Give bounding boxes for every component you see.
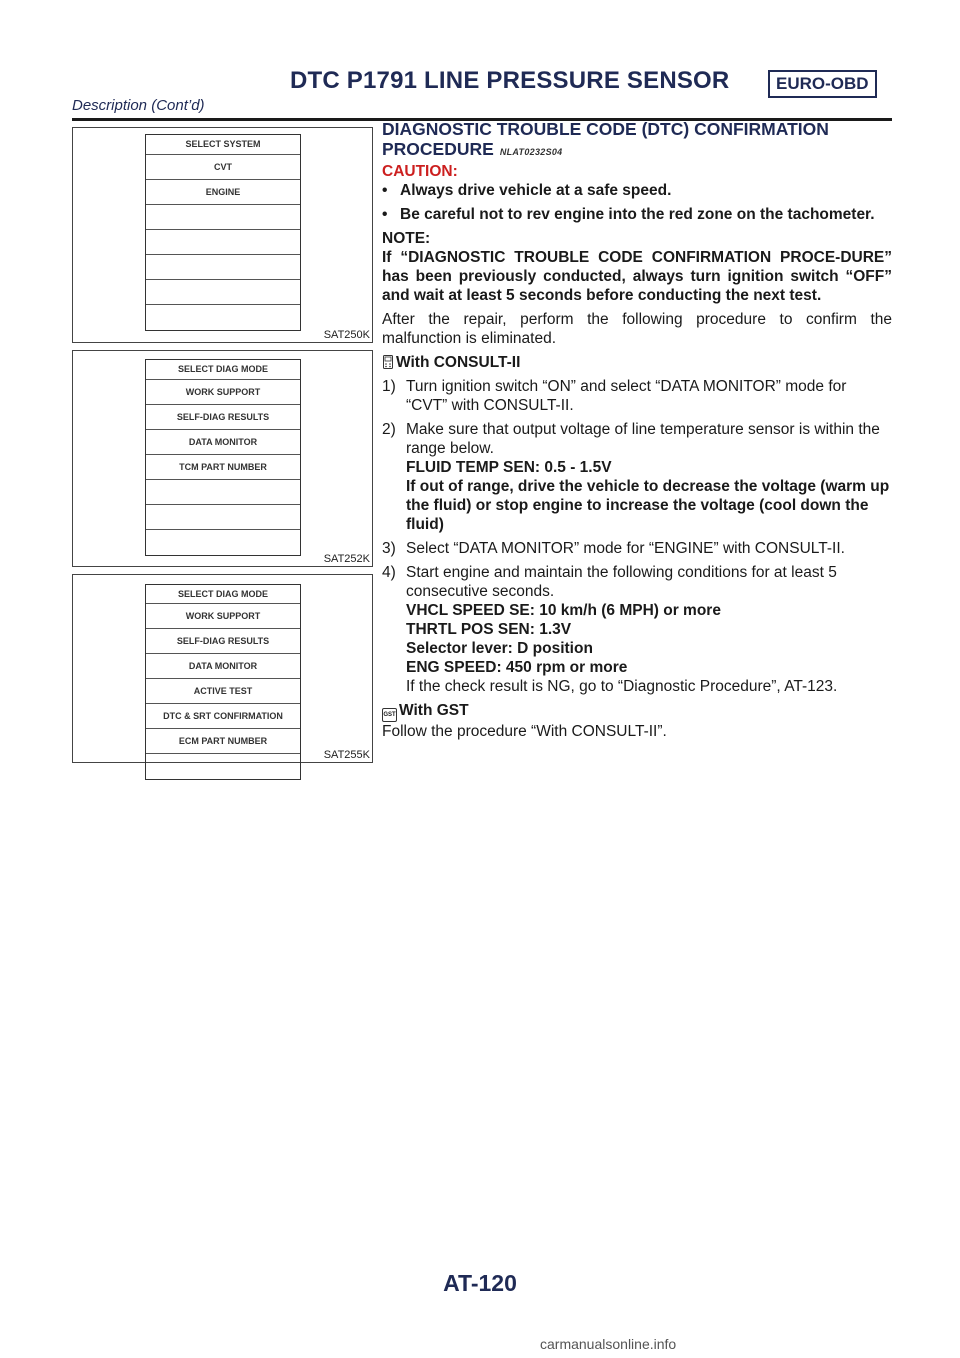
screen-row: SELECT DIAG MODE [146,585,300,604]
screen-row: ACTIVE TEST [146,679,300,704]
figure-code: SAT255K [323,749,370,761]
screen-row [146,305,300,330]
screen-row [146,280,300,305]
watermark: carmanualsonline.info [540,1336,677,1352]
screen-row [146,505,300,530]
gst-heading [382,701,892,722]
figure-select-system [72,127,373,343]
screen-row: ECM PART NUMBER [146,729,300,754]
gst-text: Follow the procedure “With CONSULT-II”. [382,723,667,740]
page-number: AT-120 [443,1270,517,1296]
consult-screen [145,134,301,331]
screen-row: WORK SUPPORT [146,604,300,629]
condition: ENG SPEED: 450 rpm or more [406,659,628,676]
caution-item: • Always drive vehicle at a safe speed. [382,182,672,199]
step-text: Make sure that output voltage of line temperature sensor is within the range below. [406,421,880,457]
condition: THRTL POS SEN: 1.3V [406,621,572,638]
consult-heading [382,353,892,372]
page-title: DTC P1791 LINE PRESSURE SENSOR [290,67,730,94]
screen-row: SELF-DIAG RESULTS [146,405,300,430]
note-label: NOTE: [382,230,431,247]
consult-screen [145,584,301,780]
screen-row: SELECT SYSTEM [146,135,300,155]
step-text: Select “DATA MONITOR” mode for “ENGINE” with CONSULT-II. [406,540,845,557]
screen-row [146,530,300,555]
fluid-temp-spec: FLUID TEMP SEN: 0.5 - 1.5V [406,459,612,476]
screen-row [146,480,300,505]
condition: Selector lever: D position [406,640,593,657]
step: 1) Turn ignition switch “ON” and select “DATA MONITOR” mode for “CVT” with CONSULT-II. [382,378,847,414]
figure-select-diag-mode-ecm [72,574,373,763]
screen-row: DTC & SRT CONFIRMATION [146,704,300,729]
figure-code: SAT252K [323,553,370,565]
caution-item: • Be careful not to rev engine into the red zone on the tachometer. [382,206,875,223]
screen-row: DATA MONITOR [146,654,300,679]
gst-label: With GST [399,702,469,719]
step: 4) Start engine and maintain the following conditions for at least 5 consecutive seconds. VHCL SPEED SE: 10 km/h (6 MPH) or more THRTL POS SEN: 1.3V Selector lever: D position ENG SPEED: 450 rpm or more If the check result is NG, go to “Diagnostic Procedure”, AT-123. [382,564,838,695]
step: 2) Make sure that output voltage of line temperature sensor is within the range below. FLUID TEMP SEN: 0.5 - 1.5V If out of range, drive the vehicle to decrease the voltage (warm up the fluid) or stop engine to increase the voltage (cool down the fluid) [382,421,890,533]
step-text: Turn ignition switch “ON” and select “DATA MONITOR” mode for “CVT” with CONSULT-II. [406,378,847,414]
screen-row: DATA MONITOR [146,430,300,455]
section-heading-line1: DIAGNOSTIC TROUBLE CODE (DTC) CONFIRMATION [382,119,829,139]
reference-id: NLAT0232S04 [499,147,563,157]
note-text: If “DIAGNOSTIC TROUBLE CODE CONFIRMATION PROCE-DURE” has been previously conducted, always turn ignition switch “OFF” and wait at least 5 seconds before conducting the next test. [382,249,892,304]
screen-row [146,230,300,255]
screen-row: ENGINE [146,180,300,205]
intro-text: After the repair, perform the following procedure to confirm the malfunction is eliminated. [382,311,892,347]
caution-label: CAUTION: [382,163,458,180]
consult-label: With CONSULT-II [396,354,521,371]
screen-row: CVT [146,155,300,180]
screen-row: SELF-DIAG RESULTS [146,629,300,654]
step: 3) Select “DATA MONITOR” mode for “ENGINE” with CONSULT-II. [382,540,845,557]
figure-select-diag-mode-tcm [72,350,373,567]
section-badge: EURO-OBD [768,70,877,98]
screen-row [146,205,300,230]
ng-instruction: If the check result is NG, go to “Diagnostic Procedure”, AT-123. [406,678,838,695]
screen-row [146,255,300,280]
procedure-text [382,119,892,741]
caution-item-text: Always drive vehicle at a safe speed. [400,182,672,199]
step-text: Start engine and maintain the following conditions for at least 5 consecutive seconds. [406,564,837,600]
page-subtitle: Description (Cont’d) [72,97,205,114]
screen-row [146,754,300,779]
section-heading [382,119,892,162]
section-heading-line2: PROCEDURE [382,139,494,159]
consult-tool-icon [382,355,394,369]
condition: VHCL SPEED SE: 10 km/h (6 MPH) or more [406,602,721,619]
screen-row: TCM PART NUMBER [146,455,300,480]
caution-item-text: Be careful not to rev engine into the red zone on the tachometer. [400,206,875,223]
out-of-range-instruction: If out of range, drive the vehicle to decrease the voltage (warm up the fluid) or stop engine to increase the voltage (cool down the fluid) [406,478,890,533]
figure-code: SAT250K [323,329,370,341]
screen-row: WORK SUPPORT [146,380,300,405]
screen-row: SELECT DIAG MODE [146,360,300,380]
gst-icon: GST [382,708,397,722]
consult-screen [145,359,301,556]
